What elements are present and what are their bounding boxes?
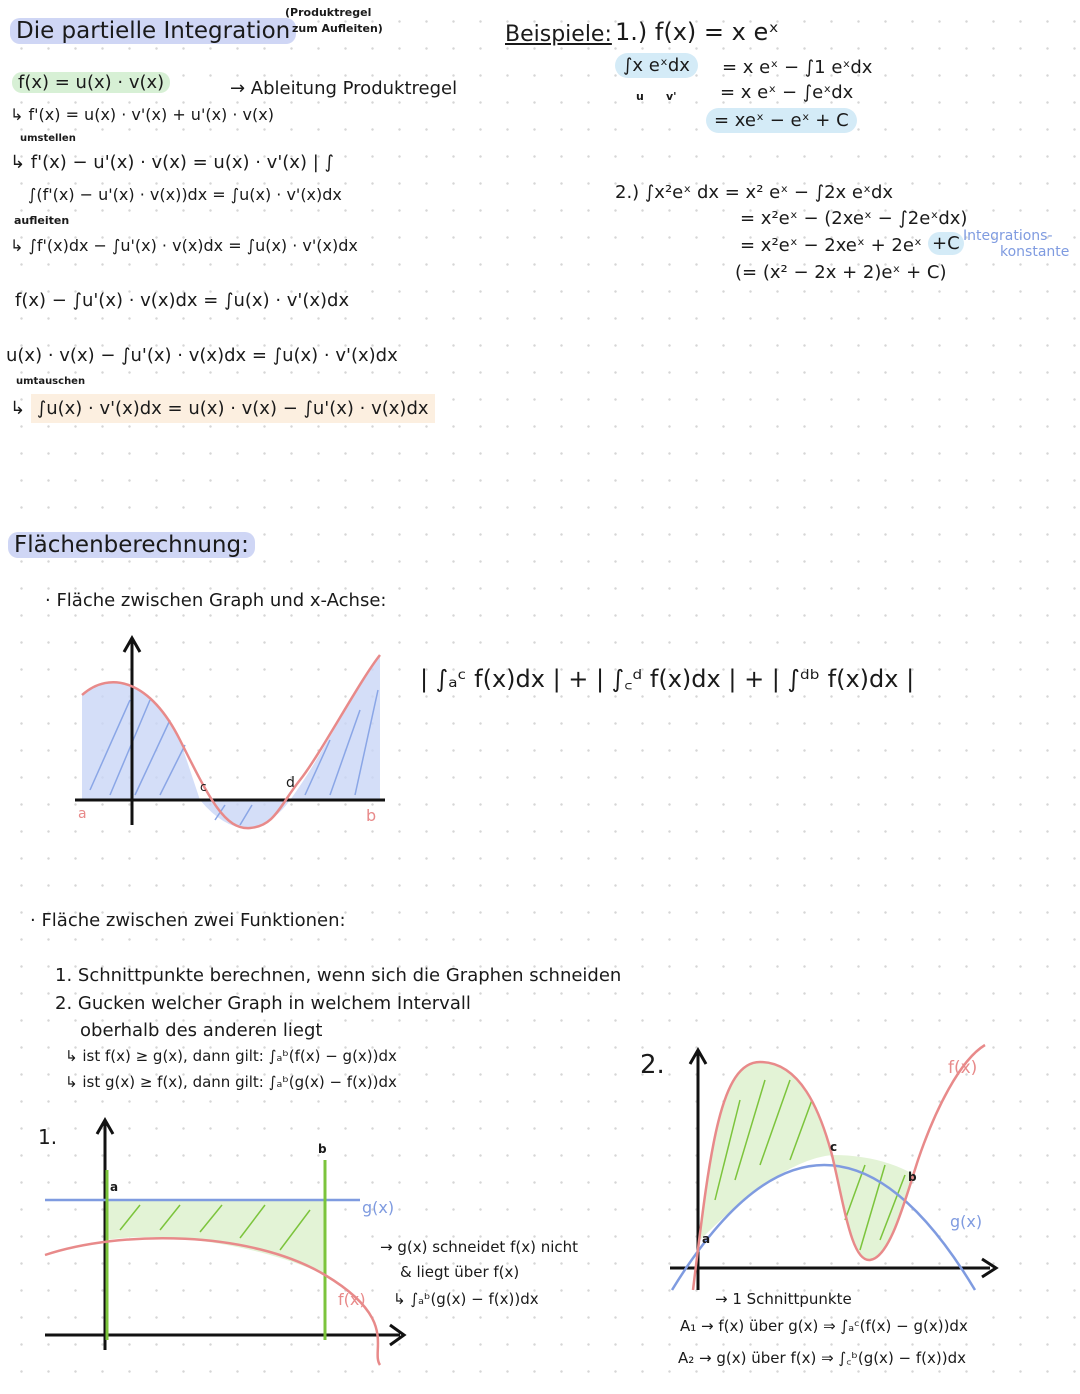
example1-result xyxy=(706,110,857,131)
result-formula: ↳ ∫u(x) · v'(x)dx = u(x) · v(x) − ∫u'(x) · v(x)dx xyxy=(10,398,435,419)
integration-constant-note-2: konstante xyxy=(1000,244,1070,260)
graph2-note-1: → g(x) schneidet f(x) nicht xyxy=(380,1238,579,1256)
title-text: Die partielle Integration xyxy=(10,18,296,44)
case-g-above-f: ↳ ist g(x) ≥ f(x), dann gilt: ∫ₐᵇ(g(x) − f(x))dx xyxy=(65,1073,397,1091)
step-1: 1. Schnittpunkte berechnen, wenn sich die Graphen schneiden xyxy=(55,965,622,986)
example1-u-label: u xyxy=(636,90,644,103)
two-functions-subheading: · Fläche zwischen zwei Funktionen: xyxy=(30,910,346,931)
graph-two-functions-1 xyxy=(45,1120,404,1365)
graph-area-x-axis xyxy=(75,638,385,828)
f-curve xyxy=(45,1238,380,1365)
example1-integral xyxy=(615,55,698,76)
label-aufleiten: aufleiten xyxy=(14,214,70,227)
graph-two-functions-2 xyxy=(670,1045,996,1290)
graph3-label-g: g(x) xyxy=(950,1212,983,1231)
example2-line4: (= (x² − 2x + 2)eˣ + C) xyxy=(735,262,947,283)
substituted-line: f(x) − ∫u'(x) · v(x)dx = ∫u(x) · v'(x)dx xyxy=(15,290,350,311)
product-definition xyxy=(12,72,170,93)
graph3-label-a: a xyxy=(702,1232,711,1246)
title-note-1: (Produktregel xyxy=(285,6,372,19)
examples-heading-text: Beispiele: xyxy=(505,22,612,47)
example1-v-label: v' xyxy=(666,90,677,103)
product-definition-text: f(x) = u(x) · v(x) xyxy=(12,72,170,93)
graph2-label-a: a xyxy=(110,1180,119,1194)
graph1-label-c: c xyxy=(200,780,207,794)
step-2-continued: oberhalb des anderen liegt xyxy=(80,1020,323,1041)
graph2-label-f: f(x) xyxy=(338,1290,366,1309)
graph2-label-g: g(x) xyxy=(362,1198,395,1217)
rearranged-line: ↳ f'(x) − u'(x) · v(x) = u(x) · v'(x) | ∫ xyxy=(10,152,334,173)
area-sum-formula: | ∫ₐᶜ f(x)dx | + | ∫꜀ᵈ f(x)dx | + | ∫ᵈᵇ f(x)dx | xyxy=(420,665,915,693)
graph3-note-3: A₂ → g(x) über f(x) ⇒ ∫꜀ᵇ(g(x) − f(x))dx xyxy=(678,1349,967,1367)
example1-integral-text: ∫x eˣdx xyxy=(615,53,698,78)
result-formula-text: ∫u(x) · v'(x)dx = u(x) · v(x) − ∫u'(x) · v(x)dx xyxy=(31,394,435,423)
label-umstellen: umstellen xyxy=(20,133,76,144)
graph3-note-1: → 1 Schnittpunkte xyxy=(715,1290,852,1308)
example2-line3: = x²eˣ − 2xeˣ + 2eˣ xyxy=(740,235,922,256)
example2-constant-text: +C xyxy=(928,232,964,255)
example1-step1: = x eˣ − ∫1 eˣdx xyxy=(722,57,873,78)
area-heading xyxy=(8,532,255,558)
graph3-number: 2. xyxy=(640,1050,665,1080)
graph1-label-b: b xyxy=(366,806,377,825)
case-f-above-g: ↳ ist f(x) ≥ g(x), dann gilt: ∫ₐᵇ(f(x) − g(x))dx xyxy=(65,1047,397,1065)
graph3-label-b: b xyxy=(908,1170,917,1184)
page-title xyxy=(10,18,296,44)
area-a1-fill xyxy=(700,1062,832,1240)
graph3-note-2: A₁ → f(x) über g(x) ⇒ ∫ₐᶜ(f(x) − g(x))dx xyxy=(680,1317,968,1335)
example2-line2: = x²eˣ − (2xeˣ − ∫2eˣdx) xyxy=(740,208,968,229)
graph3-label-c: c xyxy=(830,1140,838,1154)
graph2-note-3: ↳ ∫ₐᵇ(g(x) − f(x))dx xyxy=(393,1290,539,1308)
graph1-label-d: d xyxy=(286,775,295,791)
graph2-label-b: b xyxy=(318,1142,327,1156)
graph2-note-2: & liegt über f(x) xyxy=(400,1263,520,1281)
derivative-line: ↳ f'(x) = u(x) · v'(x) + u'(x) · v(x) xyxy=(10,105,274,124)
area-heading-text: Flächenberechnung: xyxy=(8,532,255,558)
example2-constant xyxy=(928,233,964,254)
example1-title: 1.) f(x) = x eˣ xyxy=(615,18,779,46)
integrated-line: ∫(f'(x) − u'(x) · v(x))dx = ∫u(x) · v'(x)dx xyxy=(28,185,342,204)
integration-constant-note-1: Integrations- xyxy=(963,228,1053,244)
graph2-number: 1. xyxy=(38,1125,58,1149)
label-umtauschen: umtauschen xyxy=(16,376,86,387)
examples-heading xyxy=(505,22,612,47)
step-2: 2. Gucken welcher Graph in welchem Intervall xyxy=(55,993,471,1014)
title-note-2: zum Aufleiten) xyxy=(292,22,383,35)
graph3-label-f: f(x) xyxy=(948,1058,978,1078)
expanded-line: u(x) · v(x) − ∫u'(x) · v(x)dx = ∫u(x) · v'(x)dx xyxy=(6,345,398,366)
area-x-axis-subheading: · Fläche zwischen Graph und x-Achse: xyxy=(45,590,387,611)
example1-result-text: = xeˣ − eˣ + C xyxy=(706,108,857,133)
graph1-label-a: a xyxy=(78,806,87,822)
product-rule-note: → Ableitung Produktregel xyxy=(230,78,458,99)
antiderivative-line: ↳ ∫f'(x)dx − ∫u'(x) · v(x)dx = ∫u(x) · v'(x)dx xyxy=(10,236,358,255)
example2-line1: 2.) ∫x²eˣ dx = x² eˣ − ∫2x eˣdx xyxy=(615,182,894,203)
example1-step2: = x eˣ − ∫eˣdx xyxy=(720,82,854,103)
